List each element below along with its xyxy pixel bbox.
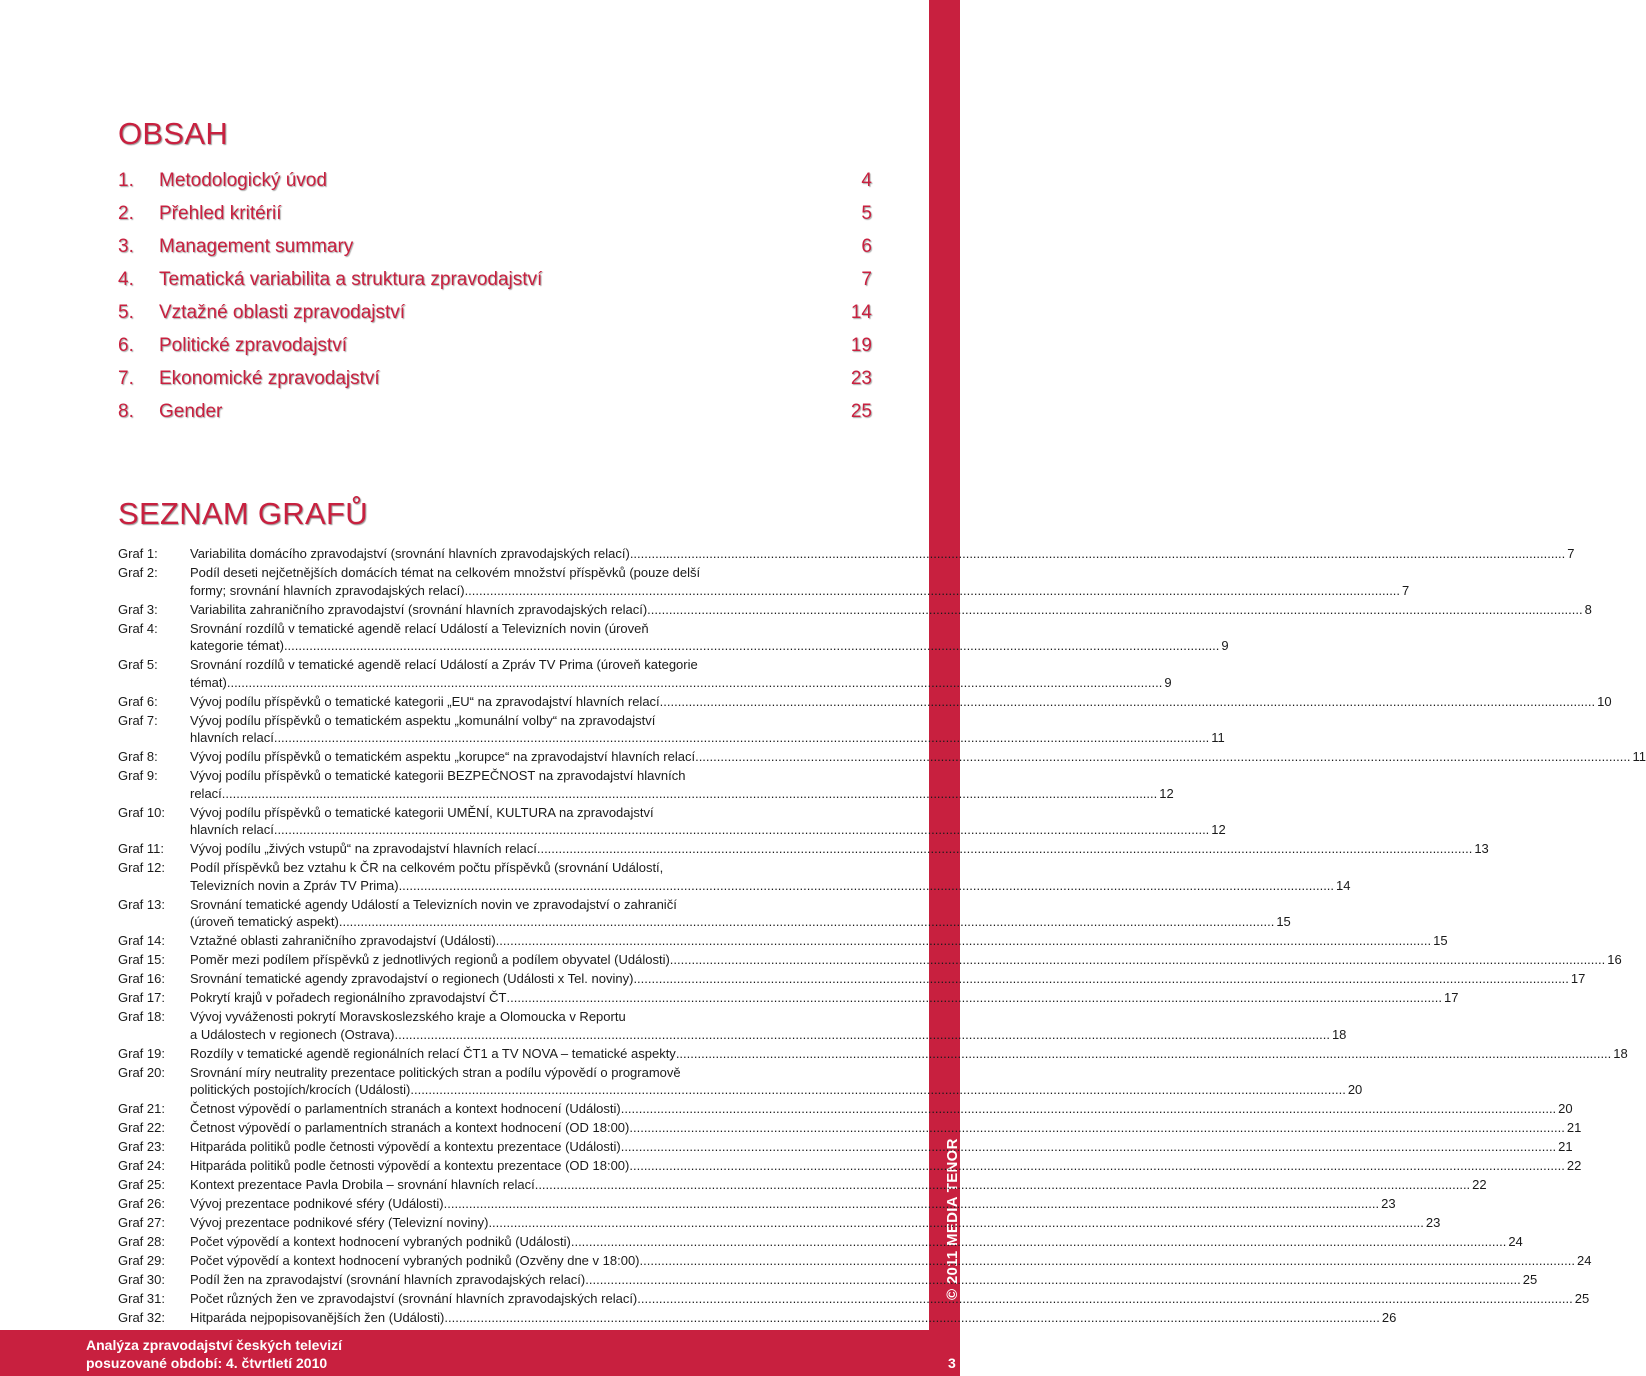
figure-entry[interactable]	[118, 932, 1448, 950]
figure-title	[190, 896, 1291, 931]
figure-title	[190, 1138, 1573, 1156]
figure-label: Graf 13:	[118, 896, 165, 912]
figure-label: Graf 8:	[118, 749, 158, 764]
figure-label: Graf 28:	[118, 1234, 165, 1249]
dot-leader	[571, 1233, 1506, 1251]
figure-title-line: Vývoj prezentace podnikové sféry (Televizní noviny)	[190, 1215, 489, 1230]
figure-title-line: Vývoj podílu „živých vstupů“ na zpravodajství hlavních relací	[190, 841, 537, 856]
dot-leader	[284, 637, 1219, 655]
figure-title-line: Pokrytí krajů v pořadech regionálního zpravodajství ČT	[190, 990, 507, 1005]
dot-leader	[444, 1309, 1379, 1327]
figure-title-line: Vývoj podílu příspěvků o tematické kategorii „EU“ na zpravodajství hlavních relací	[190, 693, 660, 709]
figure-page: 26	[1381, 1310, 1397, 1325]
figure-label: Graf 27:	[118, 1215, 165, 1230]
figure-title	[190, 545, 1575, 563]
toc-entry-title: Gender	[159, 400, 223, 422]
dot-leader	[676, 1045, 1611, 1063]
dot-leader	[585, 1271, 1520, 1289]
figure-title	[190, 767, 1174, 802]
dot-leader	[507, 989, 1442, 1007]
dot-leader	[537, 840, 1472, 858]
figure-title	[190, 804, 1226, 839]
figure-label: Graf 12:	[118, 860, 165, 875]
toc-entry-page: 23	[850, 367, 872, 389]
figure-page: 16	[1607, 952, 1622, 967]
figure-title-line: Srovnání rozdílů v tematické agendě relací Událostí a Televizních novin (úroveň	[190, 620, 649, 636]
figure-entry[interactable]	[118, 1195, 1396, 1213]
figure-title-line: Podíl žen na zpravodajství (srovnání hlavních zpravodajských relací)	[190, 1272, 586, 1287]
figure-title-line: Počet výpovědí a kontext hodnocení vybraných podniků (Ozvěny dne v 18:00)	[190, 1253, 640, 1268]
figure-page: 15	[1276, 914, 1291, 929]
figure-title	[190, 564, 1409, 599]
figure-label: Graf 22:	[118, 1120, 165, 1135]
figure-entry[interactable]	[118, 1008, 1347, 1043]
dot-leader	[227, 674, 1162, 692]
dot-leader	[670, 951, 1605, 969]
figure-title	[190, 748, 1646, 766]
figure-label: Graf 19:	[118, 1045, 165, 1061]
figure-page: 20	[1558, 1101, 1573, 1116]
toc-entry-title: Metodologický úvod	[159, 169, 327, 191]
figure-label: Graf 1:	[118, 546, 158, 561]
figure-title-line: Vývoj podílu příspěvků o tematickém aspektu „korupce“ na zpravodajství hlavních relací	[190, 749, 696, 764]
figure-label: Graf 6:	[118, 693, 158, 709]
figure-title-line: Vývoj vyváženosti pokrytí Moravskoslezského kraje a Olomoucka v Reportu	[190, 1009, 626, 1024]
figure-entry[interactable]	[118, 620, 1229, 655]
figure-entry[interactable]	[118, 951, 1622, 969]
figure-page: 9	[1164, 674, 1172, 690]
figure-title-line: Variabilita domácího zpravodajství (srovnání hlavních zpravodajských relací)	[190, 546, 630, 561]
figure-entry[interactable]	[118, 1157, 1582, 1175]
figure-title	[190, 951, 1622, 969]
figure-entry[interactable]	[118, 1309, 1397, 1327]
toc-entry-page: 7	[861, 268, 872, 290]
dot-leader	[339, 913, 1274, 931]
figure-entry[interactable]	[118, 545, 1575, 563]
figure-page: 17	[1570, 971, 1586, 986]
figure-title-line: Vývoj podílu příspěvků o tematické kategorii UMĚNÍ, KULTURA na zpravodajství	[190, 804, 654, 820]
figure-label: Graf 4:	[118, 620, 158, 636]
figure-title	[190, 1271, 1537, 1289]
figure-entry[interactable]	[118, 1290, 1590, 1308]
figure-title-line: Srovnání míry neutrality prezentace politických stran a podílu výpovědí o programově	[190, 1064, 681, 1080]
figure-title	[190, 1119, 1581, 1137]
dot-leader	[410, 1081, 1345, 1099]
figure-page: 23	[1425, 1215, 1441, 1230]
figure-title	[190, 656, 1172, 691]
figure-title-line: hlavních relací	[190, 822, 274, 837]
figure-page: 20	[1347, 1082, 1363, 1097]
figure-title-line: Srovnání rozdílů v tematické agendě relací Událostí a Zpráv TV Prima (úroveň kategorie	[190, 657, 698, 672]
figure-title	[190, 1008, 1346, 1043]
figure-entry[interactable]	[118, 748, 1646, 766]
figure-label: Graf 24:	[118, 1158, 165, 1173]
figure-entry[interactable]	[118, 1176, 1487, 1194]
figure-title-line: Hitparáda politiků podle četnosti výpovědí a kontextu prezentace (OD 18:00)	[190, 1158, 630, 1173]
figure-page: 18	[1613, 1045, 1628, 1061]
figure-label: Graf 25:	[118, 1177, 165, 1192]
figure-entry[interactable]	[118, 840, 1489, 858]
figure-label: Graf 31:	[118, 1291, 165, 1306]
figure-label: Graf 3:	[118, 601, 158, 617]
dot-leader	[621, 1100, 1556, 1118]
toc-entry-number: 3.	[118, 235, 134, 257]
figure-title-line: Četnost výpovědí o parlamentních stranách a kontext hodnocení (OD 18:00)	[190, 1120, 630, 1135]
figure-entry[interactable]	[118, 859, 1351, 894]
figure-title-line: hlavních relací	[190, 730, 274, 745]
figures-heading: SEZNAM GRAFŮ	[118, 496, 368, 531]
figure-label: Graf 17:	[118, 990, 165, 1005]
toc-entry-title: Vztažné oblasti zpravodajství	[159, 301, 406, 323]
figure-title-line: Vývoj podílu příspěvků o tematické kategorii BEZPEČNOST na zpravodajství hlavních	[190, 768, 686, 783]
figure-title	[190, 1157, 1581, 1175]
figure-title	[190, 620, 1229, 655]
figure-page: 10	[1597, 693, 1612, 709]
dot-leader	[274, 729, 1209, 747]
figure-entry[interactable]	[118, 1100, 1573, 1118]
figure-label: Graf 15:	[118, 952, 165, 967]
figure-page: 11	[1632, 749, 1646, 764]
figure-title-line: a Událostech v regionech (Ostrava)	[190, 1026, 395, 1042]
figure-page: 7	[1567, 546, 1575, 561]
dot-leader	[637, 1290, 1572, 1308]
toc-entry-number: 7.	[118, 367, 134, 389]
toc-entry-title: Tematická variabilita a struktura zpravodajství	[159, 268, 543, 290]
figure-label: Graf 23:	[118, 1139, 165, 1154]
figure-title-line: Počet výpovědí a kontext hodnocení vybraných podniků (Události)	[190, 1234, 571, 1249]
figure-title-line: Srovnání tematické agendy Událostí a Televizních novin ve zpravodajství o zahraničí	[190, 896, 677, 912]
figure-entry[interactable]	[118, 767, 1174, 802]
toc-entry-number: 1.	[118, 169, 134, 191]
figure-entry[interactable]	[118, 1045, 1628, 1063]
figure-title	[190, 932, 1448, 950]
figure-title	[190, 693, 1612, 711]
dot-leader	[222, 785, 1157, 803]
figure-page: 12	[1159, 785, 1174, 801]
figure-entry[interactable]	[118, 804, 1226, 839]
dot-leader	[630, 545, 1565, 563]
figure-label: Graf 20:	[118, 1064, 165, 1080]
figure-label: Graf 10:	[118, 804, 165, 820]
figure-title-line: Podíl příspěvků bez vztahu k ČR na celkovém počtu příspěvků (srovnání Událostí,	[190, 860, 664, 875]
toc-entry-page: 5	[861, 202, 872, 224]
toc-entry[interactable]	[118, 329, 872, 362]
figure-page: 23	[1381, 1196, 1396, 1211]
figure-page: 21	[1566, 1120, 1582, 1135]
figure-entry[interactable]	[118, 970, 1586, 988]
dot-leader	[660, 693, 1595, 711]
toc-entry[interactable]	[118, 263, 872, 296]
figure-title-line: Hitparáda politiků podle četnosti výpovědí a kontextu prezentace (Události)	[190, 1139, 621, 1154]
figure-title	[190, 1195, 1396, 1213]
figure-page: 17	[1443, 990, 1459, 1005]
toc-heading: OBSAH	[118, 116, 229, 151]
toc-entry-title: Přehled kritérií	[159, 202, 282, 224]
figure-title	[190, 859, 1351, 894]
figure-label: Graf 2:	[118, 565, 158, 580]
dot-leader	[488, 1214, 1423, 1232]
figure-page: 18	[1331, 1026, 1347, 1042]
dot-leader	[535, 1176, 1470, 1194]
figure-entry[interactable]	[118, 1233, 1523, 1251]
dot-leader	[465, 582, 1400, 600]
figure-entry[interactable]	[118, 693, 1612, 711]
figure-entry[interactable]	[118, 564, 1410, 599]
figure-page: 24	[1576, 1253, 1592, 1268]
figure-title	[190, 1290, 1589, 1308]
figure-page: 21	[1558, 1139, 1573, 1154]
figure-page: 12	[1211, 822, 1226, 837]
footer-period: posuzované období: 4. čtvrtletí 2010	[86, 1355, 328, 1371]
toc-entry-page: 19	[850, 334, 872, 356]
figure-label: Graf 14:	[118, 933, 165, 948]
figure-title-line: Podíl deseti nejčetnějších domácích témat na celkovém množství příspěvků (pouze delší	[190, 565, 701, 580]
figure-title	[190, 1233, 1523, 1251]
figure-title	[190, 840, 1489, 858]
toc-entry-number: 2.	[118, 202, 134, 224]
copyright-notice: © 2011 MEDIA TENOR	[944, 1138, 961, 1300]
figure-title-line: Variabilita zahraničního zpravodajství (srovnání hlavních zpravodajských relací)	[190, 601, 648, 617]
figure-entry[interactable]	[118, 1214, 1441, 1232]
figure-title	[190, 1100, 1573, 1118]
figure-entry[interactable]	[118, 989, 1459, 1007]
toc-entry[interactable]	[118, 296, 872, 329]
figure-entry[interactable]	[118, 712, 1225, 747]
figure-label: Graf 16:	[118, 971, 165, 986]
figure-title-line: Srovnání tematické agendy zpravodajství o regionech (Události x Tel. noviny)	[190, 971, 634, 986]
figure-entry[interactable]	[118, 1119, 1582, 1137]
dot-leader	[496, 932, 1431, 950]
figure-page: 25	[1522, 1272, 1538, 1287]
figure-label: Graf 26:	[118, 1196, 165, 1211]
figure-title-line: Vývoj prezentace podnikové sféry (Události)	[190, 1196, 444, 1211]
figure-entry[interactable]	[118, 1271, 1538, 1289]
figure-label: Graf 30:	[118, 1272, 165, 1287]
toc-entry-page: 14	[850, 301, 872, 323]
dot-leader	[394, 1026, 1329, 1044]
table-of-contents	[118, 164, 872, 428]
figure-page: 24	[1508, 1234, 1523, 1249]
toc-entry-title: Management summary	[159, 235, 354, 257]
figure-page: 22	[1566, 1158, 1582, 1173]
figure-title	[190, 712, 1225, 747]
figure-title	[190, 1064, 1362, 1099]
dot-leader	[633, 970, 1568, 988]
figure-page: 22	[1472, 1177, 1487, 1192]
figure-label: Graf 29:	[118, 1253, 165, 1268]
figure-entry[interactable]	[118, 656, 1172, 691]
figure-page: 9	[1221, 638, 1229, 653]
figure-title	[190, 970, 1585, 988]
figure-entry[interactable]	[118, 1064, 1363, 1099]
toc-entry[interactable]	[118, 230, 872, 263]
figure-page: 15	[1433, 933, 1448, 948]
figure-title	[190, 601, 1592, 619]
toc-entry[interactable]	[118, 197, 872, 230]
figure-entry[interactable]	[118, 601, 1592, 619]
figure-title-line: formy; srovnání hlavních zpravodajských relací)	[190, 582, 465, 598]
figure-title-line: Poměr mezi podílem příspěvků z jednotlivých regionů a podílem obyvatel (Události)	[190, 952, 670, 967]
figure-title	[190, 1309, 1396, 1327]
figure-title-line: Počet různých žen ve zpravodajství (srovnání hlavních zpravodajských relací)	[190, 1291, 638, 1306]
toc-entry-number: 8.	[118, 400, 134, 422]
figure-title	[190, 1045, 1628, 1063]
figure-title-line: Četnost výpovědí o parlamentních stranách a kontext hodnocení (Události)	[190, 1101, 621, 1116]
figure-title-line: Vztažné oblasti zahraničního zpravodajství (Události)	[190, 933, 496, 948]
figure-label: Graf 5:	[118, 657, 158, 672]
toc-entry-page: 25	[850, 400, 872, 422]
dot-leader	[621, 1138, 1556, 1156]
page-number: 3	[948, 1355, 956, 1371]
toc-entry-number: 6.	[118, 334, 134, 356]
figure-title-line: Rozdíly v tematické agendě regionálních relací ČT1 a TV NOVA – tematické aspekty	[190, 1045, 676, 1061]
dot-leader	[695, 748, 1630, 766]
dot-leader	[629, 1157, 1564, 1175]
figure-label: Graf 32:	[118, 1310, 165, 1325]
figure-title	[190, 1214, 1440, 1232]
toc-entry[interactable]	[118, 164, 872, 197]
figure-label: Graf 9:	[118, 768, 158, 783]
toc-entry[interactable]	[118, 395, 872, 428]
figure-title-line: relací	[190, 785, 222, 801]
figure-entry[interactable]	[118, 1252, 1592, 1270]
figure-entry[interactable]	[118, 1138, 1573, 1156]
dot-leader	[640, 1252, 1575, 1270]
figure-page: 13	[1474, 841, 1489, 856]
dot-leader	[274, 821, 1209, 839]
toc-entry-title: Ekonomické zpravodajství	[159, 367, 380, 389]
toc-entry-page: 6	[861, 235, 872, 257]
dot-leader	[647, 601, 1582, 619]
toc-entry[interactable]	[118, 362, 872, 395]
figure-label: Graf 7:	[118, 712, 158, 728]
figure-page: 14	[1336, 877, 1351, 893]
footer-title: Analýza zpravodajství českých televizí	[86, 1337, 343, 1353]
figure-title-line: politických postojích/krocích (Události)	[190, 1082, 411, 1097]
figure-label: Graf 21:	[118, 1101, 165, 1116]
toc-entry-title: Politické zpravodajství	[159, 334, 347, 356]
figure-title-line: Vývoj podílu příspěvků o tematickém aspektu „komunální volby“ na zpravodajství	[190, 712, 656, 728]
figure-title-line: (úroveň tematický aspekt)	[190, 914, 339, 929]
figure-entry[interactable]	[118, 896, 1291, 931]
dot-leader	[444, 1195, 1379, 1213]
figure-title-line: témat)	[190, 674, 227, 690]
figure-page: 11	[1211, 730, 1225, 745]
dot-leader	[629, 1119, 1564, 1137]
figure-page: 25	[1574, 1291, 1590, 1306]
figure-title-line: kategorie témat)	[190, 638, 284, 653]
figure-title	[190, 1252, 1591, 1270]
toc-entry-page: 4	[861, 169, 872, 191]
figure-label: Graf 11:	[118, 841, 165, 856]
figure-page: 8	[1584, 601, 1592, 617]
toc-entry-number: 4.	[118, 268, 134, 290]
figure-label: Graf 18:	[118, 1009, 165, 1024]
figure-title	[190, 1176, 1487, 1194]
figure-page: 7	[1402, 582, 1410, 598]
figure-title-line: Hitparáda nejpopisovanějších žen (Události)	[190, 1310, 445, 1325]
figure-title-line: Kontext prezentace Pavla Drobila – srovnání hlavních relací	[190, 1177, 535, 1192]
figure-title	[190, 989, 1458, 1007]
toc-entry-number: 5.	[118, 301, 134, 323]
dot-leader	[399, 877, 1334, 895]
figure-title-line: Televizních novin a Zpráv TV Prima)	[190, 877, 399, 893]
